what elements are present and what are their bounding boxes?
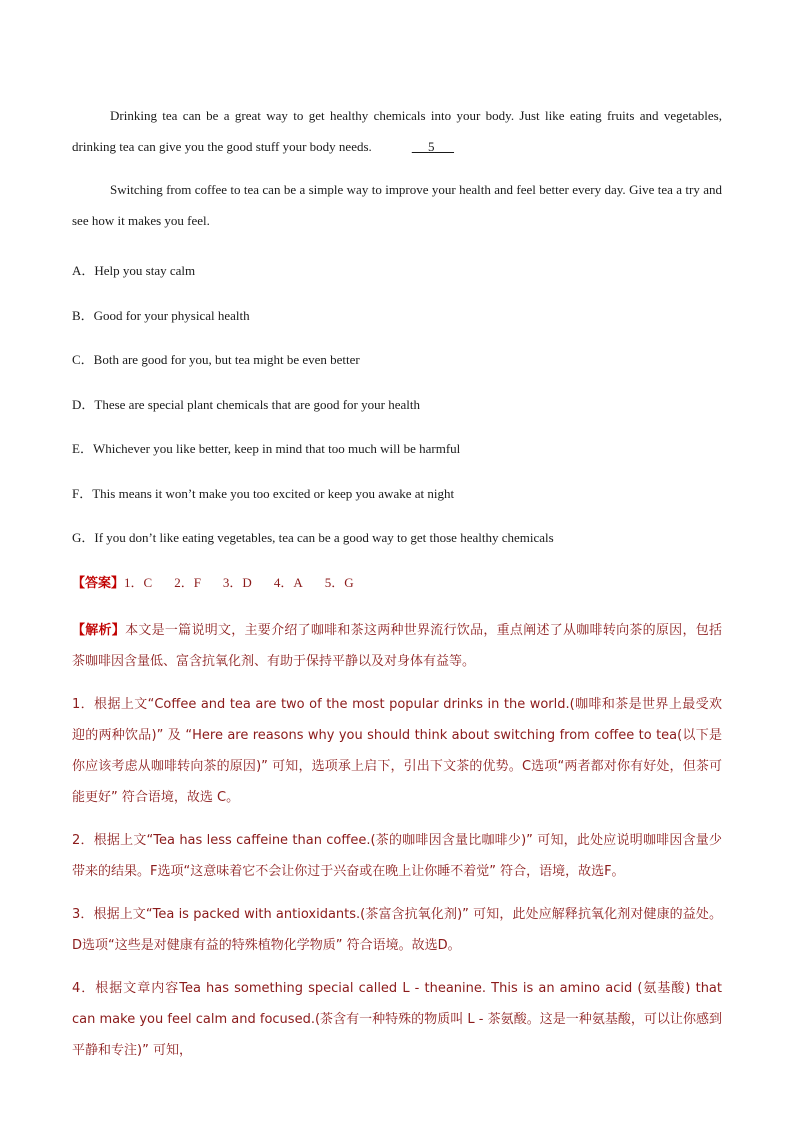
- option-letter: E．: [72, 441, 93, 456]
- option-letter: D．: [72, 396, 95, 412]
- analysis-item-4: 4．根据文章内容Tea has something special called L - theanine. This is an amino acid (氨基酸) that can make you feel calm and focused.(茶含有一种特殊的物质叫 L - 茶氨酸。这是一种氨基酸，可以让你感到平静和专注)” 可知，: [72, 980, 722, 1058]
- passage-text: Drinking tea can be a great way to get healthy chemicals into your body. Just like eating fruits and vegetables, drinking tea can give you the good stuff your body needs.: [72, 108, 722, 154]
- option-a: [72, 262, 722, 280]
- option-d: [72, 396, 722, 414]
- analysis-item-2: 2．根据上文“Tea has less caffeine than coffee.(茶的咖啡因含量比咖啡少)” 可知，此处应说明咖啡因含量少带来的结果。F选项“这意味着它不会让你过于兴奋或在晚上让你睡不着觉” 符合，语境，故选F。: [72, 832, 722, 879]
- option-letter: C．: [72, 352, 94, 367]
- analysis-intro-text: 本文是一篇说明文，主要介绍了咖啡和茶这两种世界流行饮品，重点阐述了从咖啡转向茶的原因，包括茶咖啡因含量低、富含抗氧化剂、有助于保持平静以及对身体有益等。: [72, 622, 722, 669]
- answer-item: 3．D: [222, 574, 252, 590]
- document-page: [72, 100, 722, 1078]
- option-text: Whichever you like better, keep in mind that too much will be harmful: [92, 441, 461, 456]
- answer-items: [124, 575, 376, 590]
- option-letter: F．: [72, 485, 93, 501]
- option-letter: B．: [72, 307, 94, 323]
- passage-paragraph-1: [72, 100, 722, 162]
- option-text: If you don’t like eating vegetables, tea can be a good way to get those healthy chemicals: [94, 530, 554, 545]
- option-text: Both are good for you, but tea might be even better: [93, 352, 360, 367]
- answer-tag: 【答案】: [72, 575, 125, 591]
- answer-item: 2．F: [174, 574, 201, 590]
- analysis-tag: 【解析】: [72, 622, 126, 638]
- answer-item: 1．C: [124, 574, 153, 590]
- analysis-item-3: 3．根据上文“Tea is packed with antioxidants.(茶富含抗氧化剂)” 可知，此处应解释抗氧化剂对健康的益处。D选项“这些是对健康有益的特殊植物化学物质” 符合语境。故选D。: [72, 906, 722, 953]
- blank-number: 5: [428, 139, 435, 154]
- option-text: This means it won’t make you too excited or keep you awake at night: [92, 485, 455, 501]
- blank-5: [372, 131, 456, 162]
- passage-paragraph-2: Switching from coffee to tea can be a simple way to improve your health and feel better every day. Give tea a try and see how it makes you feel.: [72, 182, 722, 228]
- option-e: [72, 440, 722, 458]
- answer-item: 5．G: [324, 574, 354, 590]
- option-text: Help you stay calm: [94, 263, 196, 278]
- option-text: These are special plant chemicals that are good for your health: [94, 396, 420, 412]
- answer-item: 4．A: [273, 574, 303, 590]
- options-list: [72, 262, 722, 547]
- option-text: Good for your physical health: [93, 307, 250, 323]
- option-g: [72, 529, 722, 547]
- option-f: [72, 485, 722, 503]
- analysis-item-1: 1．根据上文“Coffee and tea are two of the most popular drinks in the world.(咖啡和茶是世界上最受欢迎的两种饮品)” 及 “Here are reasons why you should think about switching from coffee to tea(以下是你应该考虑从咖啡转向茶的原因)” 可知，选项承上启下，引出下文茶的优势。C选项“两者都对你有好处，但茶可能更好” 符合语境，故选 C。: [72, 696, 722, 805]
- option-letter: A．: [72, 263, 95, 278]
- option-letter: G．: [72, 530, 95, 545]
- option-b: [72, 307, 722, 325]
- analysis-intro: [72, 615, 722, 677]
- answer-line: [72, 574, 722, 593]
- option-c: [72, 351, 722, 369]
